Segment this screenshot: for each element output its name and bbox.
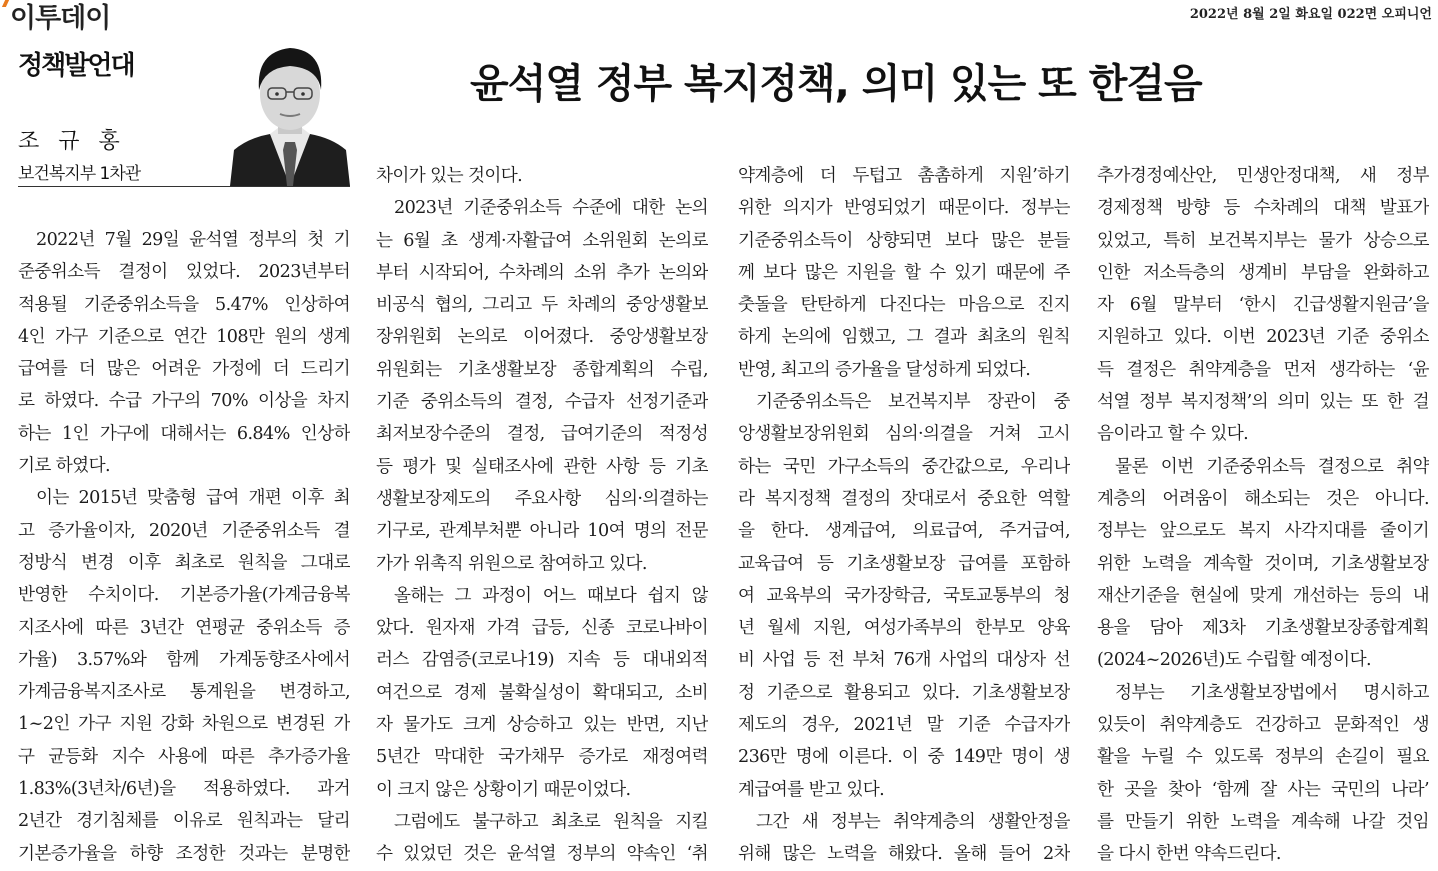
article-line: 인한 저소득층의 생계비 부담을 완화하고 — [1097, 262, 1429, 283]
article-line: 반영한 수치이다. 기본증가율(가계금융복 — [18, 585, 350, 606]
article-line: 여 교육부의 국가장학금, 국토교통부의 청 — [738, 585, 1070, 606]
article-line: 장위원회 논의로 이어졌다. 중앙생활보장 — [376, 327, 708, 348]
article-line: 비공식 협의, 그리고 두 차례의 중앙생활보 — [376, 295, 708, 316]
article-line: 기준중위소득이 상향되면 보다 많은 분들 — [738, 230, 1070, 251]
article-line: 있었고, 특히 보건복지부는 물가 상승으로 — [1097, 230, 1429, 251]
article-line: 비 사업 등 전 부처 76개 사업의 대상자 선 — [738, 650, 1070, 671]
portrait-image-icon — [230, 38, 350, 186]
logo-text: 이투데이 — [10, 3, 111, 34]
article-column-4 — [1097, 160, 1429, 871]
article-line: 있듯이 취약계층도 건강하고 문화적인 생 — [1097, 715, 1429, 736]
article-line: 로 하였다. 수급 가구의 70% 이상을 차지 — [18, 391, 350, 412]
article-line: 급여를 더 많은 어려운 가정에 더 드리기 — [18, 359, 350, 380]
article-line: 반영, 최고의 증가율을 달성하게 되었다. — [738, 359, 1031, 380]
article-line: 지원하고 있다. 이번 2023년 기준 중위소 — [1097, 327, 1429, 348]
article-line: 는 6월 초 생계·자활급여 소위원회 논의로 — [376, 230, 708, 251]
article-line: 기로 하였다. — [18, 456, 110, 477]
article-line: 앙생활보장위원회 심의·의결을 거쳐 고시 — [738, 424, 1070, 445]
article-line: 을 한다. 생계급여, 의료급여, 주거급여, — [738, 521, 1070, 542]
article-line: 음이라고 할 수 있다. — [1097, 424, 1249, 445]
article-line: 생활보장제도의 주요사항 심의·의결하는 — [376, 488, 708, 509]
author-divider — [18, 186, 350, 187]
article-line: 그럼에도 불구하고 최초로 원칙을 지킬 — [394, 811, 708, 832]
article-line: 제도의 경우, 2021년 말 기준 수급자가 — [738, 715, 1070, 736]
article-line: 5년간 막대한 국가채무 증가로 재정여력 — [376, 747, 708, 768]
article-line: 물론 이번 기준중위소득 결정으로 취약 — [1115, 456, 1429, 477]
article-line: 기준 중위소득의 결정, 수급자 선정기준과 — [376, 392, 708, 413]
article-line: 위해 많은 노력을 해왔다. 올해 들어 2차 — [738, 844, 1070, 865]
article-column-2 — [376, 160, 708, 871]
article-line: 부터 시작되어, 수차례의 소위 추가 논의와 — [376, 262, 708, 283]
article-line: 차이가 있는 것이다. — [376, 166, 523, 186]
article-line: 았다. 원자재 가격 급등, 신종 코로나바이 — [376, 618, 708, 639]
article-line: 년 월세 지원, 여성가족부의 한부모 양육 — [738, 618, 1070, 639]
article-line: 위한 노력을 계속할 것이며, 기초생활보장 — [1097, 553, 1429, 574]
article-line: 정방식 변경 이후 최초로 원칙을 그대로 — [18, 552, 350, 573]
article-line: 득 결정은 취약계층을 먼저 생각하는 ‘윤 — [1097, 359, 1429, 380]
article-line: 최저보장수준의 결정, 급여기준의 적정성 — [376, 424, 708, 445]
article-line: 이 크지 않은 상황이기 때문이었다. — [376, 779, 631, 800]
article-line: 을 다시 한번 약속드린다. — [1097, 844, 1281, 865]
article-line: 등 평가 및 실태조사에 관한 사항 등 기초 — [376, 456, 708, 477]
article-line: 계급여를 받고 있다. — [738, 779, 885, 800]
article-line: 이는 2015년 맞춤형 급여 개편 이후 최 — [36, 488, 350, 509]
article-line: (2024~2026년)도 수립할 예정이다. — [1097, 650, 1371, 671]
article-line: 라 복지정책 결정의 잣대로서 중요한 역할 — [738, 488, 1070, 509]
article-line: 한 곳을 찾아 ‘함께 잘 사는 국민의 나라’ — [1097, 779, 1429, 800]
article-line: 올해는 그 과정이 어느 때보다 쉽지 않 — [394, 585, 708, 606]
article-line: 가율) 3.57%와 함께 가계동향조사에서 — [18, 649, 350, 670]
article-line: 정부는 앞으로도 복지 사각지대를 줄이기 — [1097, 521, 1429, 542]
article-line: 용을 담아 제3차 기초생활보장종합계획 — [1097, 618, 1429, 639]
article-line: 경제정책 방향 등 수차례의 대책 발표가 — [1097, 198, 1429, 219]
article-line: 하게 논의에 임했고, 그 결과 최초의 원칙 — [738, 327, 1070, 348]
article-line: 위한 의지가 반영되었기 때문이다. 정부는 — [738, 198, 1070, 219]
article-line: 준중위소득 결정이 있었다. 2023년부터 — [18, 262, 350, 283]
author-name: 조 규 홍 — [18, 129, 126, 154]
article-line: 지조사에 따른 3년간 연평균 중위소득 증 — [18, 617, 350, 638]
article-line: 재산기준을 현실에 맞게 개선하는 등의 내 — [1097, 585, 1429, 606]
article-line: 가계금융복지조사로 통계원을 변경하고, — [18, 682, 350, 703]
dateline: 2022년 8월 2일 화요일 022면 오피니언 — [1189, 7, 1432, 22]
article-line: 하는 1인 가구에 대해서는 6.84% 인상하 — [18, 423, 350, 444]
masthead-logo — [4, 0, 110, 35]
article-line: 수 있었던 것은 윤석열 정부의 약속인 ‘취 — [376, 844, 708, 865]
article-line: 춧돌을 탄탄하게 다진다는 마음으로 진지 — [738, 295, 1070, 316]
article-line: 를 만들기 위한 노력을 계속해 나갈 것임 — [1097, 811, 1429, 832]
article-line: 자 물가도 크게 상승하고 있는 반면, 지난 — [376, 715, 708, 736]
article-line: 236만 명에 이른다. 이 중 149만 명이 생 — [738, 747, 1070, 768]
article-line: 기준중위소득은 보건복지부 장관이 중 — [756, 392, 1070, 413]
article-line: 자 6월 말부터 ‘한시 긴급생활지원금’을 — [1097, 295, 1429, 316]
article-line: 정 기준으로 활용되고 있다. 기초생활보장 — [738, 682, 1070, 703]
article-line: 정부는 기초생활보장법에서 명시하고 — [1115, 682, 1429, 703]
article-line: 하는 국민 가구소득의 중간값으로, 우리나 — [738, 456, 1070, 477]
author-title: 보건복지부 1차관 — [18, 164, 141, 184]
article-column-3 — [738, 160, 1070, 871]
article-line: 교육급여 등 기초생활보장 급여를 포함하 — [738, 553, 1070, 574]
article-line: 2년간 경기침체를 이유로 원칙과는 달리 — [18, 811, 350, 832]
article-line: 가가 위촉직 위원으로 참여하고 있다. — [376, 553, 647, 574]
article-line: 고 증가율이자, 2020년 기준중위소득 결 — [18, 520, 350, 541]
article-line: 2023년 기준중위소득 수준에 대한 논의 — [394, 198, 708, 219]
headline: 윤석열 정부 복지정책, 의미 있는 또 한걸음 — [470, 61, 1202, 107]
article-line: 1.83%(3년차/6년)을 적용하였다. 과거 — [18, 779, 350, 800]
article-line: 러스 감염증(코로나19) 지속 등 대내외적 — [376, 650, 708, 671]
article-line: 그간 새 정부는 취약계층의 생활안정을 — [756, 811, 1070, 832]
article-line: 적용될 기준중위소득을 5.47% 인상하여 — [18, 294, 350, 315]
article-line: 약계층에 더 두텁고 촘촘하게 지원’하기 — [738, 166, 1070, 186]
article-line: 여건으로 경제 불확실성이 확대되고, 소비 — [376, 682, 708, 703]
author-portrait — [230, 38, 350, 186]
article-line: 계층의 어려움이 해소되는 것은 아니다. — [1097, 488, 1429, 509]
article-line: 1~2인 가구 지원 강화 차원으로 변경된 가 — [18, 714, 350, 735]
article-line: 기구로, 관계부처뿐 아니라 10여 명의 전문 — [376, 521, 708, 542]
article-line: 추가경정예산안, 민생안정대책, 새 정부 — [1097, 166, 1429, 186]
article-line: 2022년 7월 29일 윤석열 정부의 첫 기 — [36, 230, 350, 250]
article-line: 께 보다 많은 지원을 할 수 있기 때문에 주 — [738, 262, 1070, 283]
article-line: 기본증가율을 하향 조정한 것과는 분명한 — [18, 843, 350, 864]
section-label: 정책발언대 — [18, 51, 134, 81]
article-column-1 — [18, 224, 350, 870]
article-line: 활을 누릴 수 있도록 정부의 손길이 필요 — [1097, 747, 1429, 768]
article-line: 구 균등화 지수 사용에 따른 추가증가율 — [18, 746, 350, 767]
article-line: 위원회는 기초생활보장 종합계획의 수립, — [376, 359, 708, 380]
article-line: 4인 가구 기준으로 연간 108만 원의 생계 — [18, 326, 350, 347]
article-line: 석열 정부 복지정책’의 의미 있는 또 한 걸 — [1097, 392, 1429, 413]
